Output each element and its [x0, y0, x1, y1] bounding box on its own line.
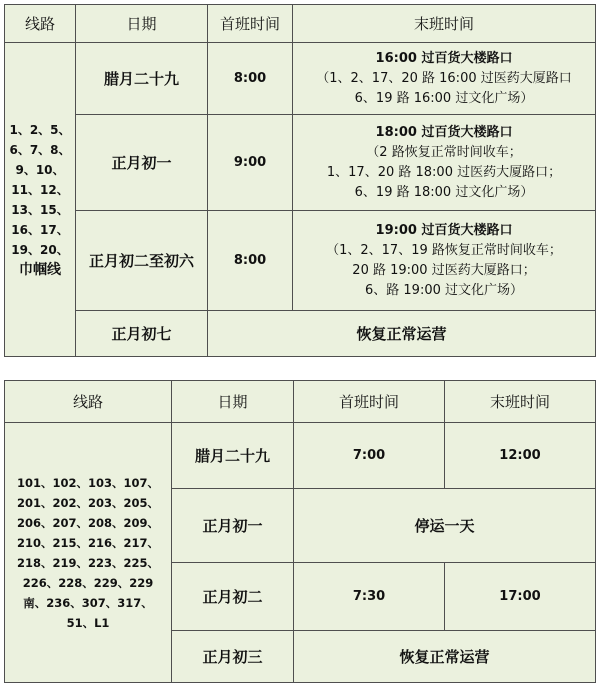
last-bus-note: 6、19 路 16:00 过文化广场）	[354, 90, 534, 106]
header-last-bus: 末班时间	[445, 381, 596, 423]
first-bus-time: 9:00	[208, 115, 293, 211]
last-bus-cell	[293, 115, 596, 211]
first-bus-time: 7:00	[294, 423, 445, 489]
last-bus-note: （1、2、17、19 路恢复正常时间收车；	[326, 242, 562, 258]
route-line: 13、15、	[11, 202, 69, 217]
date-cell: 正月初七	[76, 311, 208, 357]
last-bus-time: 12:00	[445, 423, 596, 489]
route-line: 218、219、223、225、	[16, 555, 160, 570]
first-bus-time: 7:30	[294, 563, 445, 631]
last-bus-time: 17:00	[445, 563, 596, 631]
route-line: 6、7、8、	[9, 142, 71, 157]
route-line: 51、L1	[66, 615, 110, 630]
route-list-1	[5, 43, 76, 357]
schedule-table-1	[4, 4, 596, 357]
route-line: 226、228、229、229	[22, 575, 154, 590]
last-bus-title: 19:00 过百货大楼路口	[375, 222, 513, 238]
route-line: 南、236、307、317、	[23, 595, 153, 610]
status-cell: 恢复正常运营	[294, 631, 596, 683]
date-cell: 腊月二十九	[172, 423, 294, 489]
schedule-table-2	[4, 380, 596, 683]
route-line: 101、102、103、107、	[16, 475, 160, 490]
date-cell: 正月初一	[172, 489, 294, 563]
first-bus-time: 8:00	[208, 211, 293, 311]
date-cell: 正月初一	[76, 115, 208, 211]
last-bus-note: （1、2、17、20 路 16:00 过医药大厦路口	[316, 70, 572, 86]
last-bus-note: 6、19 路 18:00 过文化广场）	[354, 184, 534, 200]
date-cell: 正月初三	[172, 631, 294, 683]
route-line: 9、10、	[15, 162, 65, 177]
last-bus-note: 1、17、20 路 18:00 过医药大厦路口；	[326, 164, 562, 180]
last-bus-note: （2 路恢复正常时间收车；	[366, 144, 522, 160]
last-bus-cell	[293, 211, 596, 311]
header-first-bus: 首班时间	[208, 5, 293, 43]
header-line: 线路	[5, 5, 76, 43]
route-line: 16、17、	[11, 222, 69, 237]
date-cell: 腊月二十九	[76, 43, 208, 115]
route-line: 1、2、5、	[9, 122, 71, 137]
first-bus-time: 8:00	[208, 43, 293, 115]
status-cell: 停运一天	[294, 489, 596, 563]
last-bus-note: 20 路 19:00 过医药大厦路口；	[352, 262, 536, 278]
date-cell: 正月初二	[172, 563, 294, 631]
route-line: 19、20、	[11, 242, 69, 257]
route-line: 201、202、203、205、	[16, 495, 160, 510]
route-line: 206、207、208、209、	[16, 515, 160, 530]
header-first-bus: 首班时间	[294, 381, 445, 423]
date-cell: 正月初二至初六	[76, 211, 208, 311]
status-cell: 恢复正常运营	[208, 311, 596, 357]
last-bus-title: 16:00 过百货大楼路口	[375, 50, 513, 66]
last-bus-title: 18:00 过百货大楼路口	[375, 124, 513, 140]
route-list-2	[5, 423, 172, 683]
header-date: 日期	[172, 381, 294, 423]
route-line: 巾帼线	[19, 261, 61, 278]
header-last-bus: 末班时间	[293, 5, 596, 43]
header-date: 日期	[76, 5, 208, 43]
route-line: 11、12、	[11, 182, 69, 197]
last-bus-cell	[293, 43, 596, 115]
route-line: 210、215、216、217、	[16, 535, 160, 550]
header-line: 线路	[5, 381, 172, 423]
last-bus-note: 6、路 19:00 过文化广场）	[365, 282, 523, 298]
